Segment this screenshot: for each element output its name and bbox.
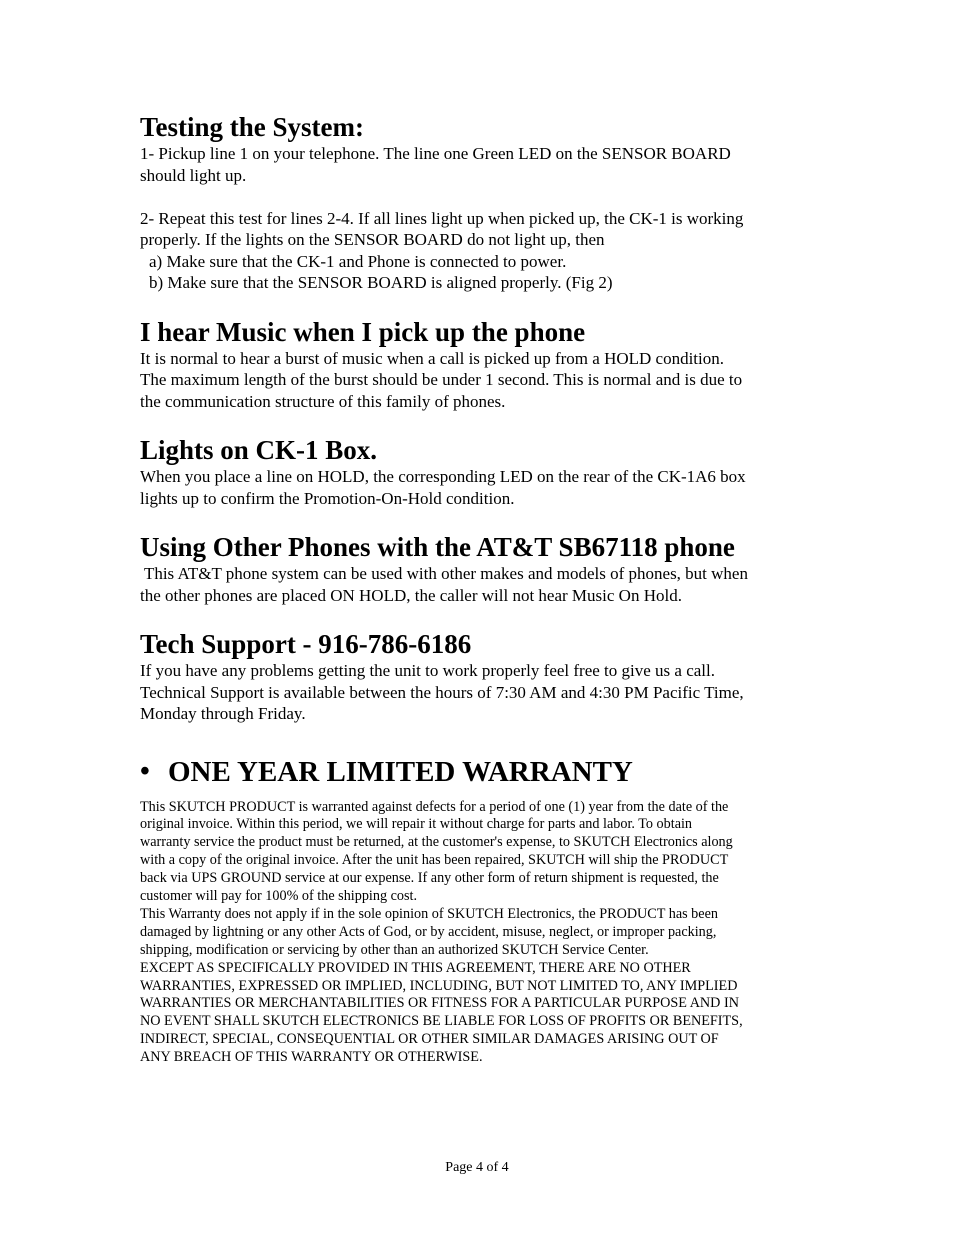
warranty-section xyxy=(140,753,820,1068)
other-phones-section xyxy=(140,531,820,606)
text-line: Monday through Friday. xyxy=(140,704,306,723)
lights-section xyxy=(140,434,820,509)
text-line: This SKUTCH PRODUCT is warranted against defects for a period of one (1) year from the date of the xyxy=(140,798,729,815)
checklist-item: b) Make sure that the SENSOR BOARD is aligned properly. (Fig 2) xyxy=(149,273,613,292)
text-line: the communication structure of this family of phones. xyxy=(140,391,506,411)
text-line: original invoice. Within this period, we will repair it without charge for parts and labor. To obtain xyxy=(140,816,693,833)
testing-step-2 xyxy=(140,208,820,294)
text-line: 2- Repeat this test for lines 2-4. If all lines light up when picked up, the CK-1 is working xyxy=(140,208,744,228)
text-line: 1- Pickup line 1 on your telephone. The line one Green LED on the SENSOR BOARD xyxy=(140,144,731,163)
section-heading: Testing the System: xyxy=(140,112,365,142)
text-line: INDIRECT, SPECIAL, CONSEQUENTIAL OR OTHER SIMILAR DAMAGES ARISING OUT OF xyxy=(140,1031,719,1048)
text-line: The maximum length of the burst should be under 1 second. This is normal and is due to xyxy=(140,370,743,389)
text-line: Technical Support is available between the hours of 7:30 AM and 4:30 PM Pacific Time, xyxy=(140,682,744,702)
text-line: with a copy of the original invoice. After the unit has been repaired, SKUTCH will ship the PRODUCT xyxy=(140,852,729,869)
text-line: EXCEPT AS SPECIFICALLY PROVIDED IN THIS AGREEMENT, THERE ARE NO OTHER xyxy=(140,959,691,976)
section-heading: Tech Support - 916-786-6186 xyxy=(140,629,472,659)
page-number: Page 4 of 4 xyxy=(445,1160,509,1175)
checklist-item: a) Make sure that the CK-1 and Phone is connected to power. xyxy=(149,251,567,271)
text-line: When you place a line on HOLD, the corresponding LED on the rear of the CK-1A6 box xyxy=(140,467,746,486)
text-line: warranty service the product must be returned, at the customer's expense, to SKUTCH Electronics along xyxy=(140,834,733,851)
text-line: This AT&T phone system can be used with other makes and models of phones, but when xyxy=(140,564,748,583)
text-line: WARRANTIES, EXPRESSED OR IMPLIED, INCLUDING, BUT NOT LIMITED TO, ANY IMPLIED xyxy=(140,977,738,994)
section-body xyxy=(140,466,820,509)
warranty-heading xyxy=(140,753,820,791)
text-line: damaged by lightning or any other Acts of God, or by accident, misuse, neglect, or improper packing, xyxy=(140,923,717,940)
section-body xyxy=(140,348,820,413)
text-line: ANY BREACH OF THIS WARRANTY OR OTHERWISE. xyxy=(140,1049,483,1066)
support-section xyxy=(140,628,820,725)
section-heading: I hear Music when I pick up the phone xyxy=(140,316,586,347)
text-line: This Warranty does not apply if in the sole opinion of SKUTCH Electronics, the PRODUCT has been xyxy=(140,905,718,922)
document-page xyxy=(140,111,820,1067)
text-line: customer will pay for 100% of the shipping cost. xyxy=(140,888,418,905)
text-line: It is normal to hear a burst of music when a call is picked up from a HOLD condition. xyxy=(140,348,724,368)
text-line: NO EVENT SHALL SKUTCH ELECTRONICS BE LIABLE FOR LOSS OF PROFITS OR BENEFITS, xyxy=(140,1013,743,1030)
section-heading: Lights on CK-1 Box. xyxy=(140,435,378,465)
testing-section xyxy=(140,111,820,294)
warranty-title: ONE YEAR LIMITED WARRANTY xyxy=(168,755,633,788)
bullet-icon: • xyxy=(140,755,150,787)
warranty-body xyxy=(140,799,820,1068)
testing-step-1 xyxy=(140,143,820,186)
text-line: should light up. xyxy=(140,165,247,185)
text-line: If you have any problems getting the unit to work properly feel free to give us a call. xyxy=(140,661,715,680)
section-heading: Using Other Phones with the AT&T SB67118 phone xyxy=(140,532,735,562)
text-line: shipping, modification or servicing by other than an authorized SKUTCH Service Center. xyxy=(140,941,649,958)
music-section xyxy=(140,316,820,413)
text-line: lights up to confirm the Promotion-On-Hold condition. xyxy=(140,488,515,508)
section-body xyxy=(140,660,820,725)
text-line: back via UPS GROUND service at our expense. If any other form of return shipment is requested, the xyxy=(140,870,719,887)
text-line: the other phones are placed ON HOLD, the caller will not hear Music On Hold. xyxy=(140,585,682,605)
text-line: properly. If the lights on the SENSOR BOARD do not light up, then xyxy=(140,230,605,249)
section-body xyxy=(140,563,820,606)
text-line: WARRANTIES OR MERCHANTABILITIES OR FITNESS FOR A PARTICULAR PURPOSE AND IN xyxy=(140,995,739,1012)
